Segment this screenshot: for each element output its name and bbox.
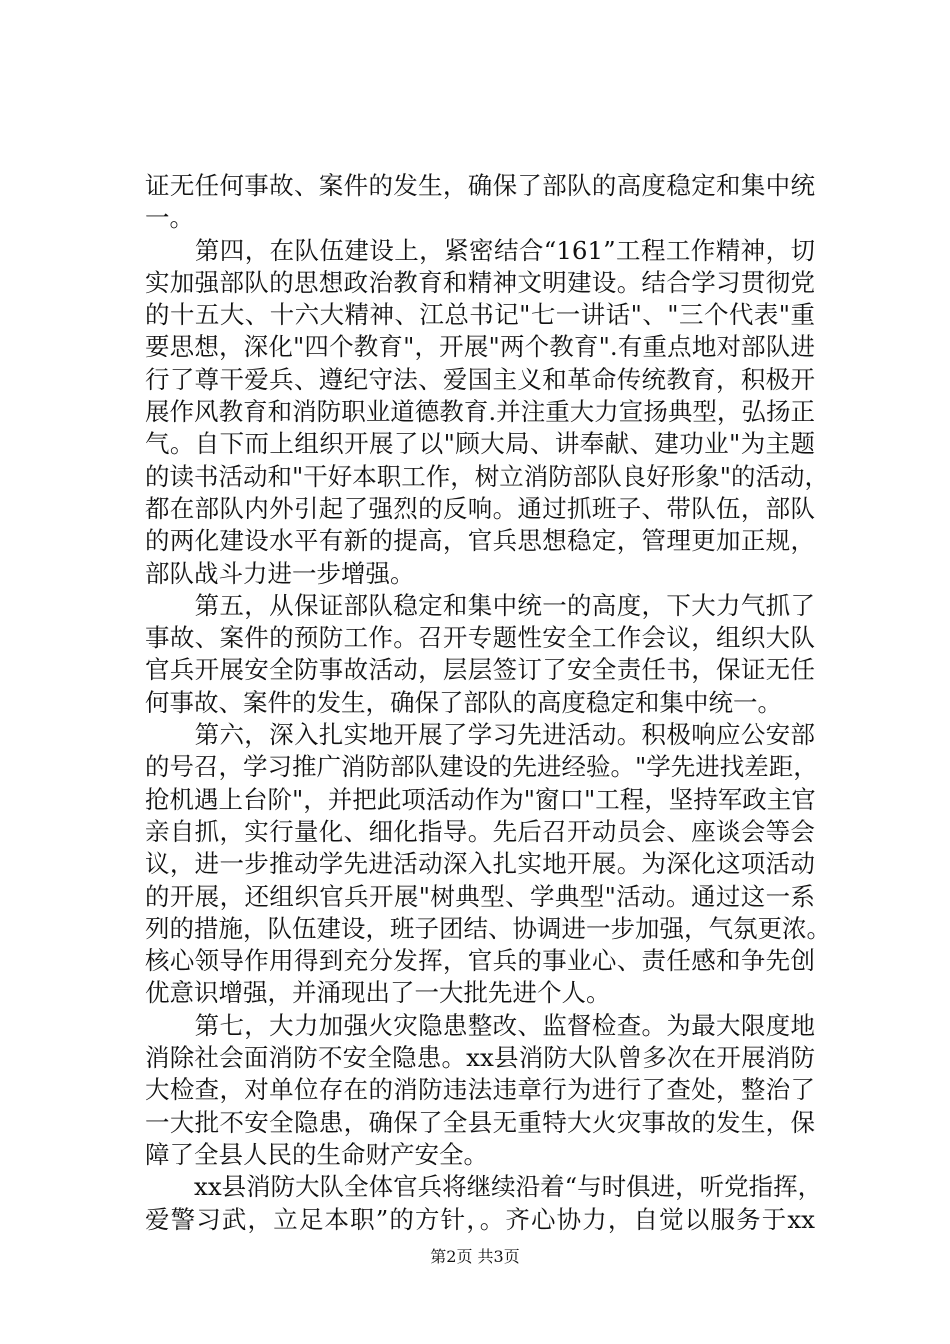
text-line: 第五，从保证部队稳定和集中统一的高度，下大力气抓了	[145, 590, 815, 620]
text-line: 要思想，深化"四个教育"，开展"两个教育".有重点地对部队进	[145, 332, 815, 362]
text-line: 实加强部队的思想政治教育和精神文明建设。结合学习贯彻党	[145, 267, 815, 297]
text-line: 何事故、案件的发生，确保了部队的高度稳定和集中统一。	[145, 687, 782, 717]
text-line: 的号召，学习推广消防部队建设的先进经验。"学先进找差距，	[145, 752, 818, 782]
text-line: 事故、案件的预防工作。召开专题性安全工作会议，组织大队	[145, 623, 815, 653]
text-line: 的开展，还组织官兵开展"树典型、学典型"活动。通过这一系	[145, 881, 815, 911]
text-line: 气。自下而上组织开展了以"顾大局、讲奉献、建功业"为主题	[145, 429, 815, 459]
text-line: 都在部队内外引起了强烈的反响。通过抓班子、带队伍，部队	[145, 493, 815, 523]
text-line: 议，进一步推动学先进活动深入扎实地开展。为深化这项活动	[145, 849, 815, 879]
text-line: 抢机遇上台阶"，并把此项活动作为"窗口"工程，坚持军政主官	[145, 784, 816, 814]
text-line: 优意识增强，并涌现出了一大批先进个人。	[145, 978, 611, 1008]
text-line: 一大批不安全隐患，确保了全县无重特大火灾事故的发生，保	[145, 1107, 815, 1137]
text-line: 第四，在队伍建设上，紧密结合“161”工程工作精神，切	[145, 235, 815, 265]
text-line: 一。	[145, 203, 194, 233]
text-line: 展作风教育和消防职业道德教育.并注重大力宣扬典型，弘扬正	[145, 397, 815, 427]
text-line: 亲自抓，实行量化、细化指导。先后召开动员会、座谈会等会	[145, 816, 815, 846]
text-line: 行了尊干爱兵、遵纪守法、爱国主义和革命传统教育，积极开	[145, 364, 815, 394]
text-line: 的读书活动和"干好本职工作，树立消防部队良好形象"的活动，	[145, 461, 830, 491]
text-line: 证无任何事故、案件的发生，确保了部队的高度稳定和集中统	[145, 171, 815, 200]
text-line: 障了全县人民的生命财产安全。	[145, 1139, 488, 1169]
text-line: 部队战斗力进一步增强。	[145, 558, 415, 588]
text-line: 的十五大、十六大精神、江总书记"七一讲话"、"三个代表"重	[145, 300, 815, 330]
text-line: 核心领导作用得到充分发挥，官兵的事业心、责任感和争先创	[145, 946, 815, 976]
page-footer	[0, 1247, 950, 1267]
text-line: 列的措施，队伍建设，班子团结、协调进一步加强，气氛更浓。	[145, 913, 831, 943]
text-line: 的两化建设水平有新的提高，官兵思想稳定，管理更加正规，	[145, 526, 815, 556]
text-line: 消除社会面消防不安全隐患。xx县消防大队曾多次在开展消防	[145, 1043, 815, 1073]
text-line: 第七，大力加强火灾隐患整改、监督检查。为最大限度地	[145, 1010, 815, 1040]
text-line: 大检查，对单位存在的消防违法违章行为进行了查处，整治了	[145, 1075, 815, 1105]
text-line: 官兵开展安全防事故活动，层层签订了安全责任书，保证无任	[145, 655, 815, 685]
text-line: xx县消防大队全体官兵将继续沿着“与时俱进，听党指挥，	[145, 1172, 823, 1202]
page-number-label: 第2页 共3页	[430, 1247, 520, 1266]
text-line: 第六，深入扎实地开展了学习先进活动。积极响应公安部	[145, 720, 815, 750]
text-line: 爱警习武，立足本职”的方针，。齐心协力，自觉以服务于xx	[145, 1204, 815, 1234]
document-body	[145, 170, 831, 1236]
